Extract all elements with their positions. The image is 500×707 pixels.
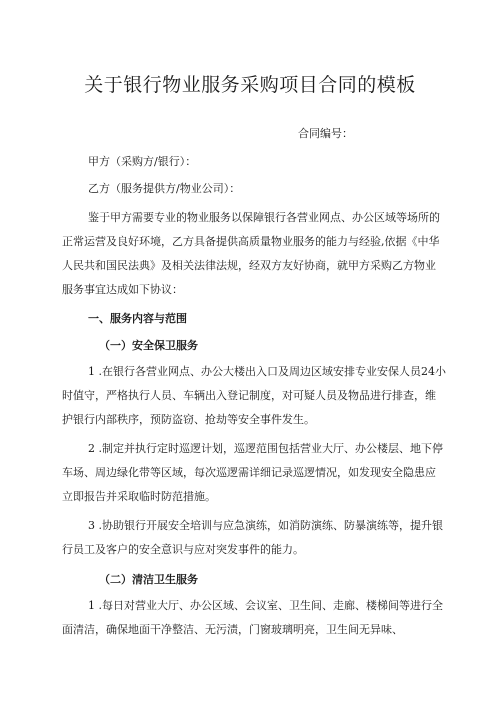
preamble-line: 鉴于甲方需要专业的物业服务以保障银行各营业网点、办公区域等场所的	[88, 211, 440, 224]
preamble-line: 正常运营及良好环境，乙方具备提供高质量物业服务的能力与经验,依据《中华	[62, 235, 440, 248]
section-heading: 一、服务内容与范围	[88, 312, 187, 325]
document-title: 关于银行物业服务采购项目合同的模板	[84, 74, 416, 96]
contract-number-label: 合同编号：	[298, 127, 353, 140]
clause-line: 护银行内部秩序，预防盗窃、抢劫等安全事件发生。	[62, 413, 315, 426]
clause-line: 车场、周边绿化带等区域，每次巡逻需详细记录巡逻情况，如发现安全隐患应	[62, 466, 436, 479]
clause-line: 行员工及客户的安全意识与应对突发事件的能力。	[62, 543, 304, 556]
subsection-heading: （一）安全保卫服务	[99, 339, 198, 352]
subsection-heading: （二）清洁卫生服务	[99, 573, 198, 586]
preamble-line: 人民共和国民法典》及相关法律法规，经双方友好协商，就甲方采购乙方物业	[62, 259, 436, 272]
clause-line: 时值守，严格执行人员、车辆出入登记制度，对可疑人员及物品进行排查，维	[62, 389, 436, 402]
party-a-line: 甲方（采购方/银行）：	[88, 155, 197, 168]
clause-line: 1 .在银行各营业网点、办公大楼出入口及周边区域安排专业安保人员24小	[88, 365, 446, 378]
clause-line: 1 .每日对营业大厅、办公区域、会议室、卫生间、走廊、楼梯间等进行全	[88, 599, 443, 612]
preamble-line: 服务事宜达成如下协议：	[62, 283, 183, 296]
clause-line: 立即报告并采取临时防范措施。	[62, 490, 216, 503]
clause-line: 2 .制定并执行定时巡逻计划，巡逻范围包括营业大厅、办公楼层、地下停	[88, 442, 443, 455]
party-b-line: 乙方（服务提供方/物业公司）：	[88, 182, 241, 195]
clause-line: 面清洁，确保地面干净整洁、无污渍，门窗玻璃明亮，卫生间无异味、	[62, 623, 403, 636]
clause-line: 3 .协助银行开展安全培训与应急演练，如消防演练、防暴演练等，提升银	[88, 519, 443, 532]
